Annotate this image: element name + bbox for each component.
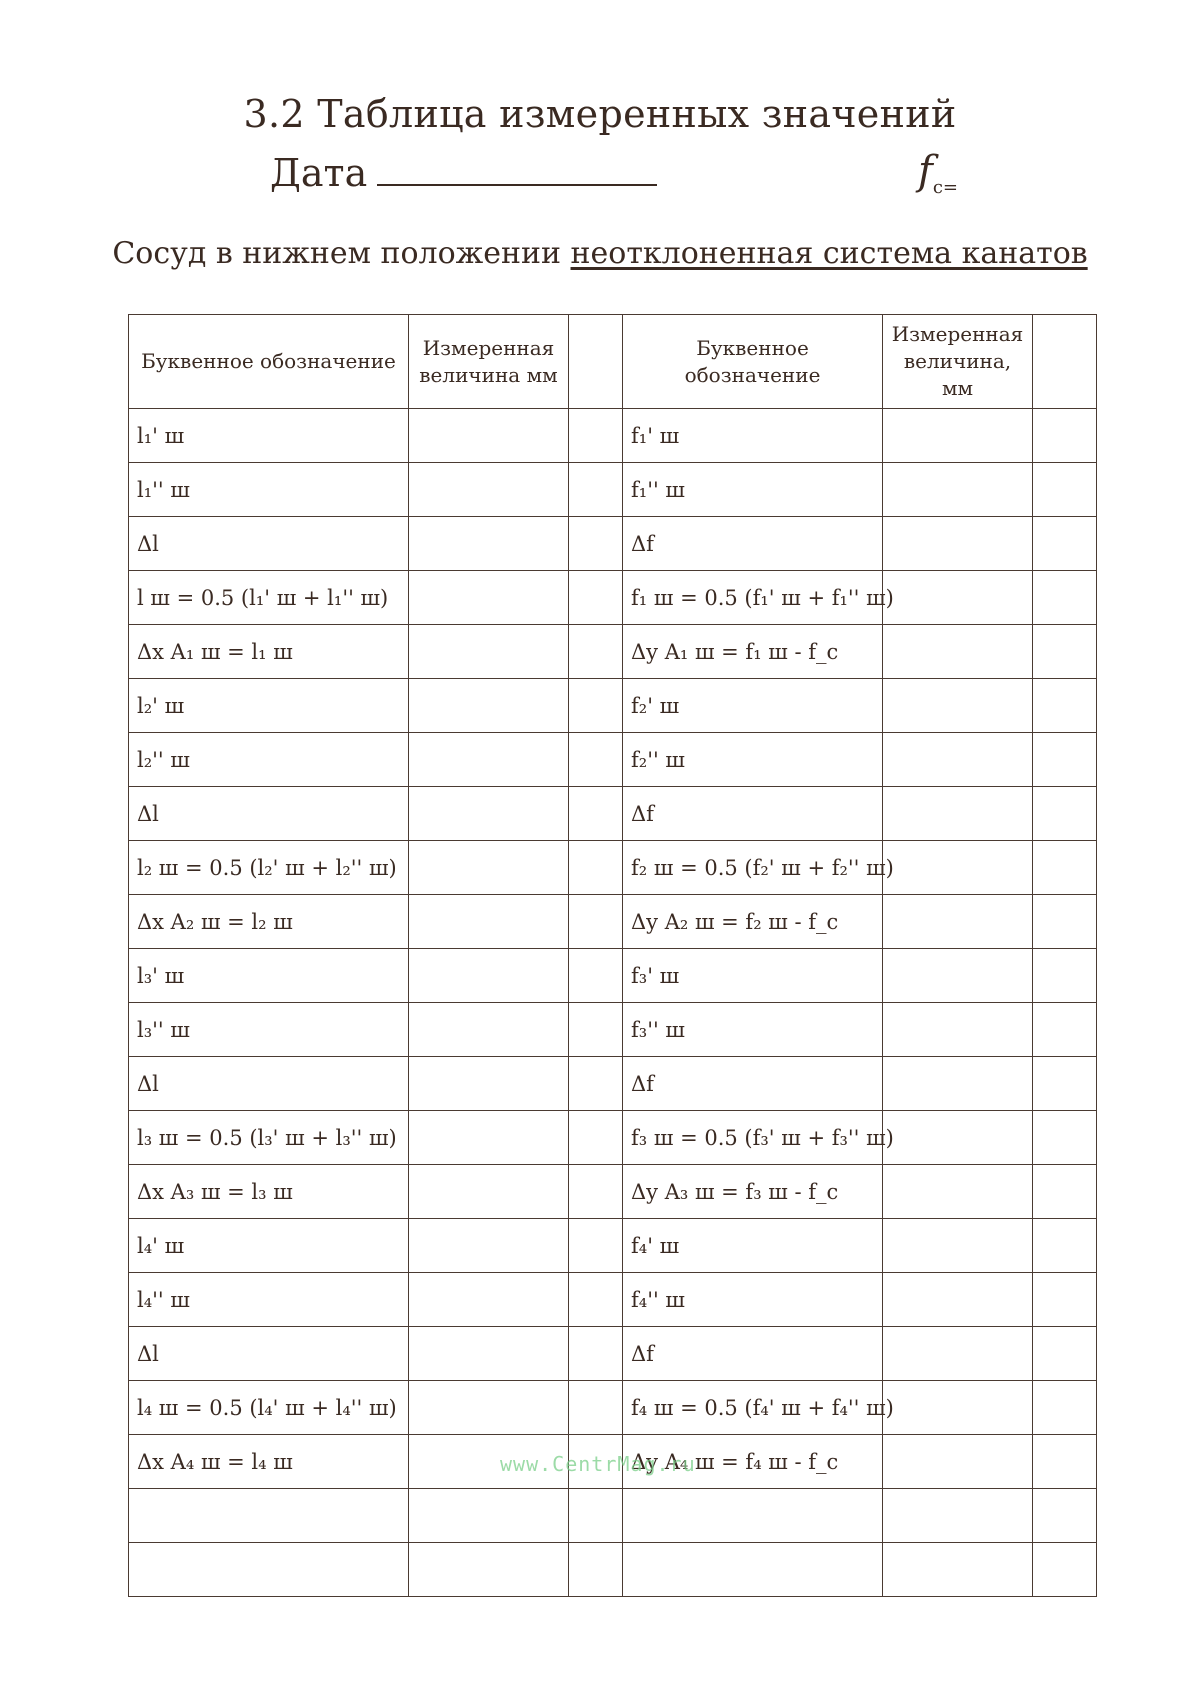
- page-title: 3.2 Таблица измеренных значений: [243, 92, 957, 136]
- left-symbol-cell: l ш = 0.5 (l₁' ш + l₁'' ш): [129, 571, 409, 625]
- left-extra-cell[interactable]: [569, 1381, 623, 1435]
- right-symbol-cell: Δf: [623, 517, 883, 571]
- table-row: [129, 1165, 1097, 1219]
- header-right-extra: [1033, 315, 1097, 409]
- right-extra-cell[interactable]: [1033, 1489, 1097, 1543]
- fc-label: [918, 148, 958, 198]
- right-extra-cell[interactable]: [1033, 1543, 1097, 1597]
- left-symbol-cell: Δx A₃ ш = l₃ ш: [129, 1165, 409, 1219]
- table-row: [129, 1489, 1097, 1543]
- left-extra-cell[interactable]: [569, 1165, 623, 1219]
- table-row: [129, 1543, 1097, 1597]
- right-value-cell[interactable]: [883, 787, 1033, 841]
- left-symbol-cell: l₄' ш: [129, 1219, 409, 1273]
- left-extra-cell[interactable]: [569, 571, 623, 625]
- right-extra-cell[interactable]: [1033, 1111, 1097, 1165]
- left-symbol-cell: Δx A₄ ш = l₄ ш: [129, 1435, 409, 1489]
- right-symbol-cell: f₁ ш = 0.5 (f₁' ш + f₁'' ш): [623, 571, 883, 625]
- left-symbol-cell: l₂' ш: [129, 679, 409, 733]
- left-symbol-cell: Δx A₁ ш = l₁ ш: [129, 625, 409, 679]
- left-value-cell[interactable]: [409, 1003, 569, 1057]
- left-value-cell[interactable]: [409, 517, 569, 571]
- right-symbol-cell: Δf: [623, 787, 883, 841]
- right-value-cell[interactable]: [883, 1165, 1033, 1219]
- date-blank-line: [377, 150, 657, 186]
- left-value-cell[interactable]: [409, 841, 569, 895]
- right-extra-cell[interactable]: [1033, 949, 1097, 1003]
- right-value-cell[interactable]: [883, 1435, 1033, 1489]
- left-value-cell[interactable]: [409, 679, 569, 733]
- left-symbol-cell: [129, 1543, 409, 1597]
- table-row: [129, 1111, 1097, 1165]
- left-value-cell[interactable]: [409, 1165, 569, 1219]
- right-symbol-cell: f₃'' ш: [623, 1003, 883, 1057]
- left-symbol-cell: l₃' ш: [129, 949, 409, 1003]
- right-symbol-cell: f₄'' ш: [623, 1273, 883, 1327]
- header-left-symbol: Буквенное обозначение: [129, 315, 409, 409]
- left-extra-cell[interactable]: [569, 463, 623, 517]
- right-extra-cell[interactable]: [1033, 787, 1097, 841]
- left-value-cell[interactable]: [409, 1543, 569, 1597]
- right-extra-cell[interactable]: [1033, 1381, 1097, 1435]
- left-extra-cell[interactable]: [569, 517, 623, 571]
- left-symbol-cell: l₃ ш = 0.5 (l₃' ш + l₃'' ш): [129, 1111, 409, 1165]
- right-value-cell[interactable]: [883, 895, 1033, 949]
- right-value-cell[interactable]: [883, 517, 1033, 571]
- left-extra-cell[interactable]: [569, 1327, 623, 1381]
- right-extra-cell[interactable]: [1033, 679, 1097, 733]
- right-symbol-cell: Δy A₁ ш = f₁ ш - f_c: [623, 625, 883, 679]
- left-extra-cell[interactable]: [569, 1003, 623, 1057]
- watermark: www.CentrMag.ru: [500, 1452, 696, 1476]
- right-value-cell[interactable]: [883, 1543, 1033, 1597]
- right-symbol-cell: f₃ ш = 0.5 (f₃' ш + f₃'' ш): [623, 1111, 883, 1165]
- header-right-value: Измеренная величина, мм: [883, 315, 1033, 409]
- left-value-cell[interactable]: [409, 571, 569, 625]
- left-symbol-cell: l₁'' ш: [129, 463, 409, 517]
- table-row: [129, 841, 1097, 895]
- table-row: [129, 409, 1097, 463]
- right-extra-cell[interactable]: [1033, 517, 1097, 571]
- right-value-cell[interactable]: [883, 841, 1033, 895]
- right-extra-cell[interactable]: [1033, 571, 1097, 625]
- left-extra-cell[interactable]: [569, 679, 623, 733]
- left-symbol-cell: Δl: [129, 787, 409, 841]
- table-row: [129, 571, 1097, 625]
- left-value-cell[interactable]: [409, 1489, 569, 1543]
- left-value-cell[interactable]: [409, 787, 569, 841]
- left-value-cell[interactable]: [409, 1381, 569, 1435]
- left-symbol-cell: l₃'' ш: [129, 1003, 409, 1057]
- left-symbol-cell: l₁' ш: [129, 409, 409, 463]
- right-value-cell[interactable]: [883, 571, 1033, 625]
- right-value-cell[interactable]: [883, 1219, 1033, 1273]
- right-extra-cell[interactable]: [1033, 463, 1097, 517]
- left-value-cell[interactable]: [409, 1057, 569, 1111]
- right-extra-cell[interactable]: [1033, 841, 1097, 895]
- right-value-cell[interactable]: [883, 409, 1033, 463]
- table-header-row: [129, 315, 1097, 409]
- header-left-extra: [569, 315, 623, 409]
- table-row: [129, 463, 1097, 517]
- left-extra-cell[interactable]: [569, 1489, 623, 1543]
- right-value-cell[interactable]: [883, 1489, 1033, 1543]
- table-row: [129, 1327, 1097, 1381]
- right-symbol-cell: Δy A₄ ш = f₄ ш - f_c: [623, 1435, 883, 1489]
- left-extra-cell[interactable]: [569, 841, 623, 895]
- right-extra-cell[interactable]: [1033, 1057, 1097, 1111]
- left-symbol-cell: l₄'' ш: [129, 1273, 409, 1327]
- left-symbol-cell: l₄ ш = 0.5 (l₄' ш + l₄'' ш): [129, 1381, 409, 1435]
- right-symbol-cell: f₁'' ш: [623, 463, 883, 517]
- right-symbol-cell: Δf: [623, 1327, 883, 1381]
- left-symbol-cell: Δx A₂ ш = l₂ ш: [129, 895, 409, 949]
- right-value-cell[interactable]: [883, 1327, 1033, 1381]
- table-row: [129, 679, 1097, 733]
- table-row: [129, 1219, 1097, 1273]
- left-extra-cell[interactable]: [569, 1057, 623, 1111]
- table-row: [129, 1273, 1097, 1327]
- fc-symbol: f: [918, 148, 933, 194]
- right-value-cell[interactable]: [883, 949, 1033, 1003]
- right-value-cell[interactable]: [883, 1273, 1033, 1327]
- table-row: [129, 949, 1097, 1003]
- right-symbol-cell: f₃' ш: [623, 949, 883, 1003]
- left-extra-cell[interactable]: [569, 1543, 623, 1597]
- left-symbol-cell: l₂'' ш: [129, 733, 409, 787]
- right-symbol-cell: f₂' ш: [623, 679, 883, 733]
- left-extra-cell[interactable]: [569, 1219, 623, 1273]
- right-value-cell[interactable]: [883, 625, 1033, 679]
- table-row: [129, 1057, 1097, 1111]
- left-extra-cell[interactable]: [569, 895, 623, 949]
- subtitle: [0, 236, 1200, 271]
- left-extra-cell[interactable]: [569, 733, 623, 787]
- subtitle-underlined: неотклоненная система канатов: [570, 236, 1088, 271]
- right-symbol-cell: f₄ ш = 0.5 (f₄' ш + f₄'' ш): [623, 1381, 883, 1435]
- right-value-cell[interactable]: [883, 1057, 1033, 1111]
- right-value-cell[interactable]: [883, 733, 1033, 787]
- right-value-cell[interactable]: [883, 1003, 1033, 1057]
- left-symbol-cell: Δl: [129, 517, 409, 571]
- left-value-cell[interactable]: [409, 1273, 569, 1327]
- left-value-cell[interactable]: [409, 1327, 569, 1381]
- table-row: [129, 1381, 1097, 1435]
- table-row: [129, 1003, 1097, 1057]
- left-extra-cell[interactable]: [569, 949, 623, 1003]
- subtitle-prefix: Сосуд в нижнем положении: [112, 236, 561, 271]
- left-value-cell[interactable]: [409, 895, 569, 949]
- right-symbol-cell: Δy A₃ ш = f₃ ш - f_c: [623, 1165, 883, 1219]
- header-right-symbol: Буквенное обозначение: [623, 315, 883, 409]
- table-row: [129, 733, 1097, 787]
- right-extra-cell[interactable]: [1033, 1273, 1097, 1327]
- right-extra-cell[interactable]: [1033, 1003, 1097, 1057]
- left-extra-cell[interactable]: [569, 409, 623, 463]
- table-row: [129, 895, 1097, 949]
- right-symbol-cell: [623, 1543, 883, 1597]
- left-extra-cell[interactable]: [569, 787, 623, 841]
- right-extra-cell[interactable]: [1033, 1219, 1097, 1273]
- left-value-cell[interactable]: [409, 409, 569, 463]
- left-value-cell[interactable]: [409, 463, 569, 517]
- table-row: [129, 625, 1097, 679]
- left-symbol-cell: Δl: [129, 1327, 409, 1381]
- left-symbol-cell: [129, 1489, 409, 1543]
- left-value-cell[interactable]: [409, 1219, 569, 1273]
- left-value-cell[interactable]: [409, 733, 569, 787]
- right-symbol-cell: Δy A₂ ш = f₂ ш - f_c: [623, 895, 883, 949]
- right-symbol-cell: [623, 1489, 883, 1543]
- right-value-cell[interactable]: [883, 1381, 1033, 1435]
- measurements-table: [128, 314, 1097, 1597]
- left-value-cell[interactable]: [409, 949, 569, 1003]
- left-extra-cell[interactable]: [569, 625, 623, 679]
- table-row: [129, 517, 1097, 571]
- right-symbol-cell: f₁' ш: [623, 409, 883, 463]
- right-symbol-cell: f₄' ш: [623, 1219, 883, 1273]
- left-symbol-cell: Δl: [129, 1057, 409, 1111]
- table-row: [129, 787, 1097, 841]
- fc-subscript: c=: [932, 177, 958, 198]
- right-extra-cell[interactable]: [1033, 733, 1097, 787]
- left-value-cell[interactable]: [409, 625, 569, 679]
- right-extra-cell[interactable]: [1033, 895, 1097, 949]
- left-value-cell[interactable]: [409, 1111, 569, 1165]
- right-symbol-cell: Δf: [623, 1057, 883, 1111]
- right-extra-cell[interactable]: [1033, 625, 1097, 679]
- right-extra-cell[interactable]: [1033, 1165, 1097, 1219]
- date-row: [270, 150, 657, 195]
- right-value-cell[interactable]: [883, 1111, 1033, 1165]
- right-value-cell[interactable]: [883, 679, 1033, 733]
- right-extra-cell[interactable]: [1033, 1435, 1097, 1489]
- header-left-value: Измеренная величина мм: [409, 315, 569, 409]
- right-extra-cell[interactable]: [1033, 1327, 1097, 1381]
- right-extra-cell[interactable]: [1033, 409, 1097, 463]
- right-symbol-cell: f₂'' ш: [623, 733, 883, 787]
- left-extra-cell[interactable]: [569, 1111, 623, 1165]
- right-value-cell[interactable]: [883, 463, 1033, 517]
- right-symbol-cell: f₂ ш = 0.5 (f₂' ш + f₂'' ш): [623, 841, 883, 895]
- left-extra-cell[interactable]: [569, 1273, 623, 1327]
- date-label: Дата: [270, 151, 368, 195]
- left-symbol-cell: l₂ ш = 0.5 (l₂' ш + l₂'' ш): [129, 841, 409, 895]
